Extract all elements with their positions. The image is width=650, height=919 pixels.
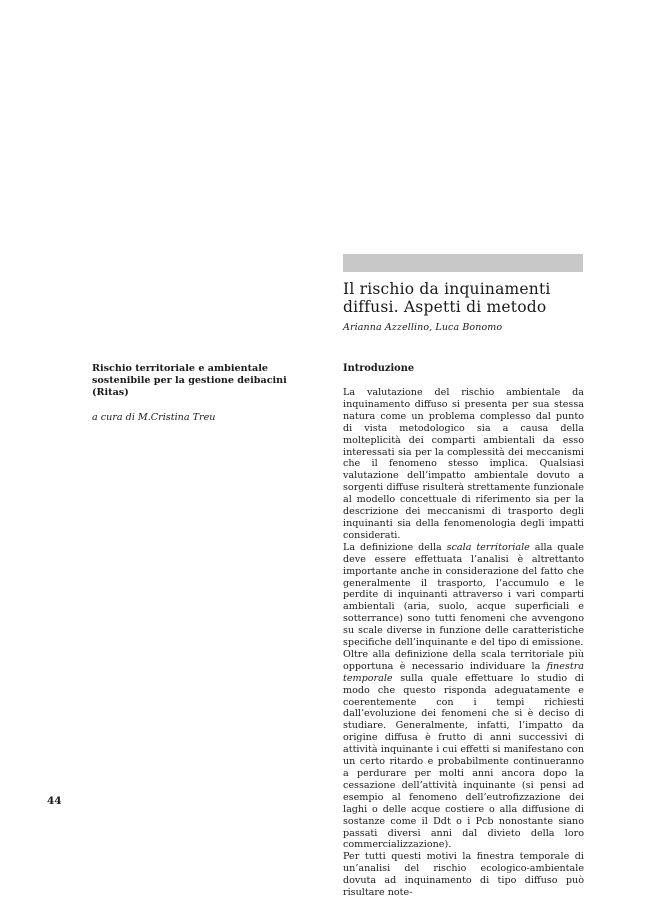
page-number: 44 bbox=[47, 795, 62, 807]
body-paragraph: La valutazione del rischio ambientale da inquinamento diffuso si presenta per sua stessa natura come un problema complesso dal punto di vista metodologico sia a causa della molteplicità dei comparti ambientali da esso interessati sia per la complessità dei meccanismi che il fenomeno stesso implica. Qualsiasi valutazione dell’impatto ambientale dovuto a sorgenti diffuse risulterà strettamente funzionale al modello concettuale di riferimento sia per la descrizione dei meccanismi di trasporto degli inquinanti sia della fenomenologia degli impatti considerati. bbox=[343, 387, 584, 541]
body-text-column bbox=[343, 387, 584, 899]
emphasis-term: finestra temporale bbox=[343, 660, 584, 684]
body-text: alla quale deve essere effettuata l’analisi è altrettanto importante anche in considerazione del fatto che generalmente il trasporto, l’accumulo e le perdite di inquinanti attraverso i vari comparti ambientali (aria, suolo, acque superficiali e sotterrance) sono tutti fenomeni che avvengono su scale diverse in funzione delle caratteristiche specifiche dell’inquinante e del tipo di emissione. bbox=[343, 541, 584, 649]
body-text: sulla quale effettuare lo studio di modo che questo risponda adeguatamente e coerentemente con i tempi richiesti dall’evoluzione dei fenomeni che si è deciso di studiare. Generalmente, infatti, l’impatto da origine diffusa è frutto di anni successivi di attività inquinante i cui effetti si manifestano con un certo ritardo e probabilmente continueranno a perdurare per molti anni ancora dopo la cessazione dell’attività inquinante (si pensi ad esempio al fenomeno dell’eutrofizzazione dei laghi o delle acque costiere o alla diffusione di sostanze come il Ddt o i Pcb nonostante siano passati diversi anni dal divieto della loro commercializzazione). bbox=[343, 672, 584, 851]
title-rule-bar bbox=[343, 254, 583, 272]
body-paragraph: Per tutti questi motivi la finestra temporale di un’analisi del rischio ecologico-ambientale dovuta ad inquinamento di tipo diffuso può risultare note- bbox=[343, 851, 584, 899]
sidebar-book-title: Rischio territoriale e ambientale sostenibile per la gestione deibacini (Ritas) bbox=[92, 363, 287, 398]
article-authors: Arianna Azzellino, Luca Bonomo bbox=[343, 322, 503, 333]
body-text: La definizione della bbox=[343, 541, 447, 553]
sidebar-editor: a cura di M.Cristina Treu bbox=[92, 412, 216, 423]
body-text: Oltre alla definizione della scala territoriale più opportuna è necessario individuare la bbox=[343, 648, 584, 672]
emphasis-term: scala territoriale bbox=[446, 541, 530, 553]
sidebar-book-info bbox=[92, 363, 312, 423]
body-paragraph bbox=[343, 649, 584, 851]
section-heading: Introduzione bbox=[343, 363, 415, 374]
article-title: Il rischio da inquinamenti diffusi. Aspetti di metodo bbox=[343, 280, 551, 316]
body-paragraph bbox=[343, 542, 584, 649]
